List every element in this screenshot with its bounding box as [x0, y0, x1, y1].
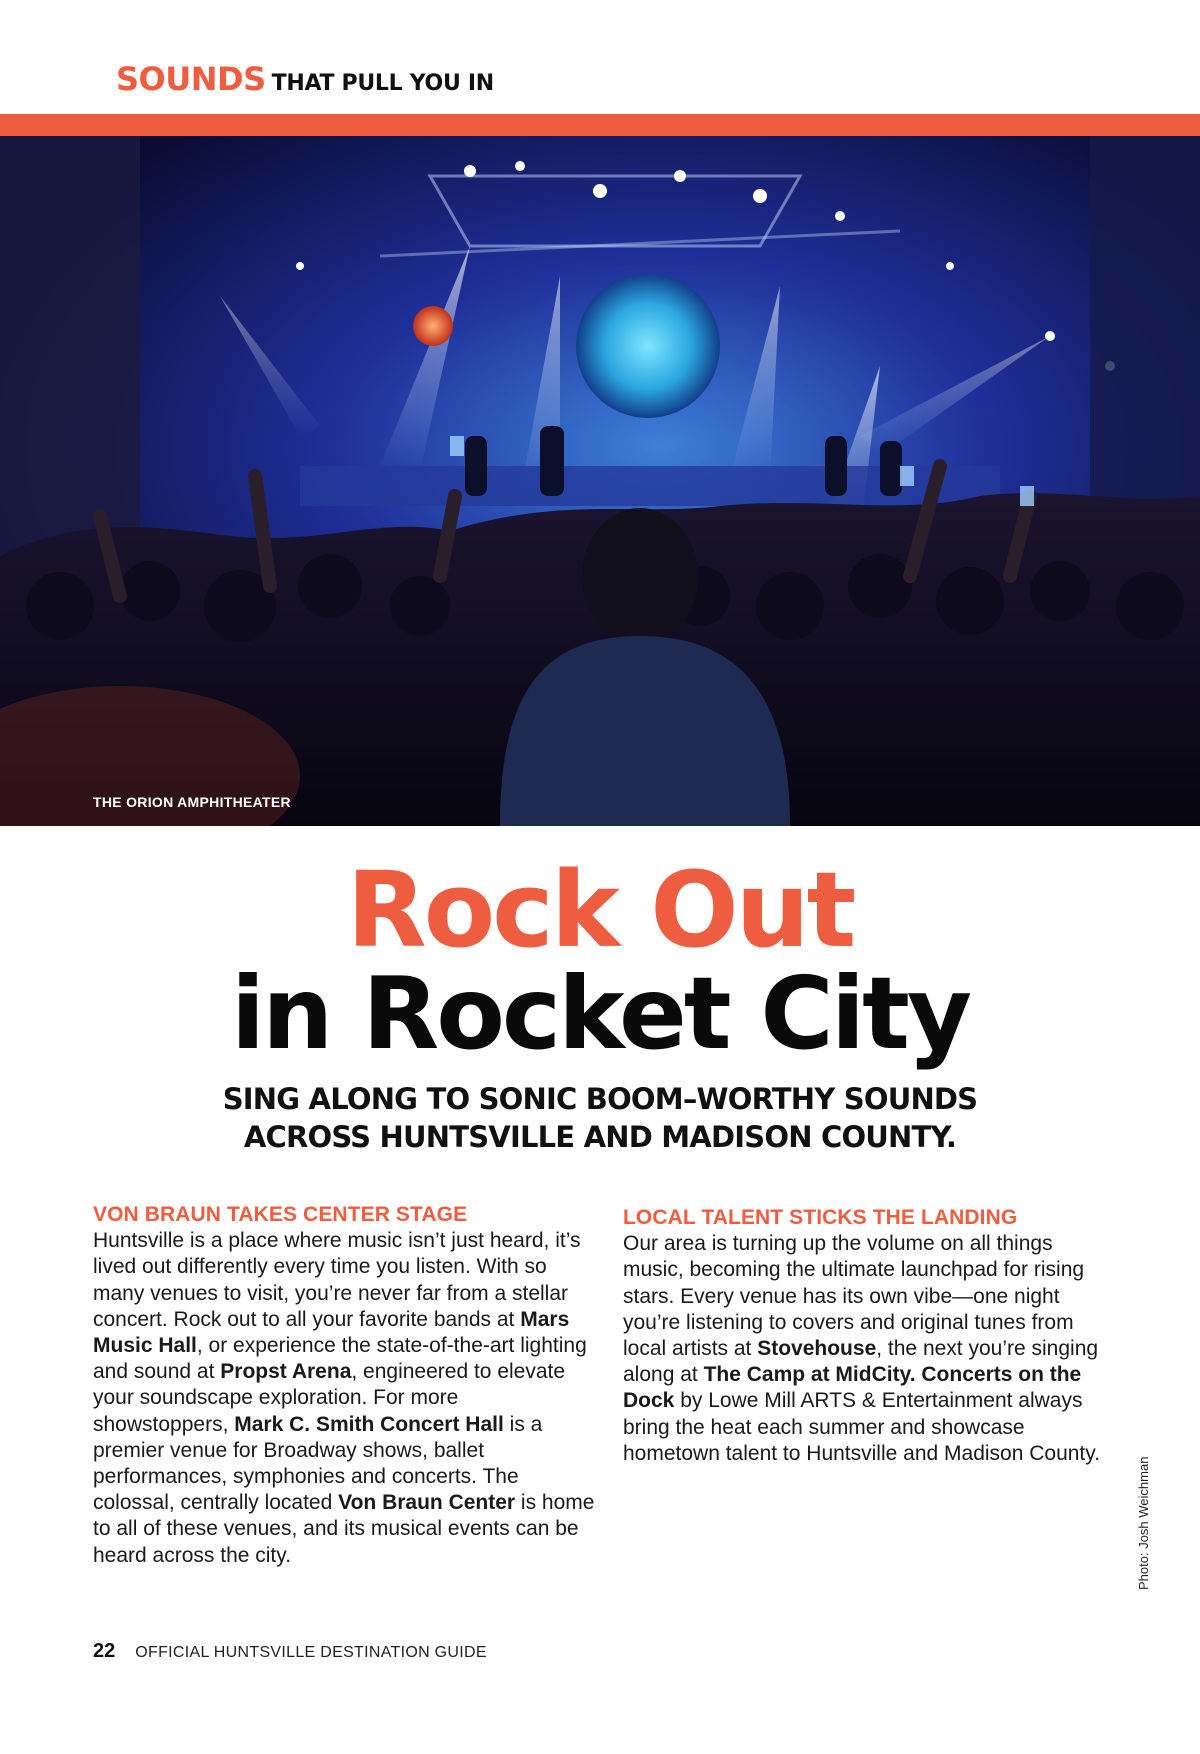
subheading-line1: SING ALONG TO SONIC BOOM–WORTHY SOUNDS	[222, 1082, 978, 1116]
body-text: , the next you’re singing along at	[623, 1337, 1099, 1387]
section-header	[116, 60, 494, 98]
body-text: is a premier venue for Broadway shows, ballet performances, symphonies and concerts. The colossal, centrally located	[93, 1412, 543, 1515]
hero-caption: THE ORION AMPHITHEATER	[93, 794, 291, 810]
page-title	[0, 849, 1200, 1072]
venue-name: Concerts on the Dock	[623, 1363, 1082, 1413]
right-column	[623, 1205, 1118, 1467]
right-column-heading: LOCAL TALENT STICKS THE LANDING	[623, 1206, 1018, 1229]
page-footer	[93, 1640, 487, 1663]
page-title-line1: Rock Out	[346, 849, 854, 971]
subheading	[150, 1080, 1050, 1156]
photo-credit	[1136, 1456, 1156, 1610]
venue-name: Mark C. Smith Concert Hall	[234, 1412, 504, 1436]
concert-illustration	[0, 136, 1200, 826]
body-text: Huntsville is a place where music isn’t just heard, it’s lived out differently every time you listen. With so many venues to visit, you’re never far from a stellar concert. Rock out to all your favorite bands at	[93, 1229, 581, 1331]
venue-name: The Camp at MidCity.	[703, 1363, 916, 1387]
body-text: Our area is turning up the volume on all things music, becoming the ultimate launchpad for rising stars. Every venue has its own vibe—one night you’re listening to covers and original tunes from local artists at	[623, 1232, 1085, 1361]
right-column-body	[623, 1231, 1118, 1467]
page-number: 22	[93, 1640, 116, 1662]
page-title-line2: in Rocket City	[230, 955, 970, 1072]
venue-name: Mars Music Hall	[93, 1307, 570, 1358]
left-column	[93, 1202, 598, 1569]
guide-title: OFFICIAL HUNTSVILLE DESTINATION GUIDE	[135, 1644, 487, 1661]
subheading-line2: ACROSS HUNTSVILLE AND MADISON COUNTY.	[243, 1120, 957, 1154]
left-column-body	[93, 1228, 598, 1569]
left-column-heading: VON BRAUN TAKES CENTER STAGE	[93, 1203, 468, 1226]
venue-name: Von Braun Center	[338, 1491, 516, 1515]
hero-concert-photo	[0, 136, 1200, 826]
venue-name: Propst Arena	[220, 1360, 352, 1384]
photo-credit-text: Photo: Josh Weichman	[1136, 1456, 1151, 1590]
body-text: , engineered to elevate your soundscape exploration. For more showstoppers,	[93, 1360, 566, 1436]
section-header-accent: SOUNDS	[116, 60, 266, 98]
body-text: by Lowe Mill ARTS & Entertainment always bring the heat each summer and showcase hometown talent to Huntsville and Madison County.	[623, 1389, 1101, 1465]
venue-name: Stovehouse	[757, 1337, 877, 1361]
orange-divider-bar	[0, 114, 1200, 136]
section-header-text: THAT PULL YOU IN	[271, 71, 494, 96]
body-text: , or experience the state-of-the-art lighting and sound at	[93, 1334, 587, 1384]
body-text: is home to all of these venues, and its musical events can be heard across the city.	[93, 1491, 595, 1567]
